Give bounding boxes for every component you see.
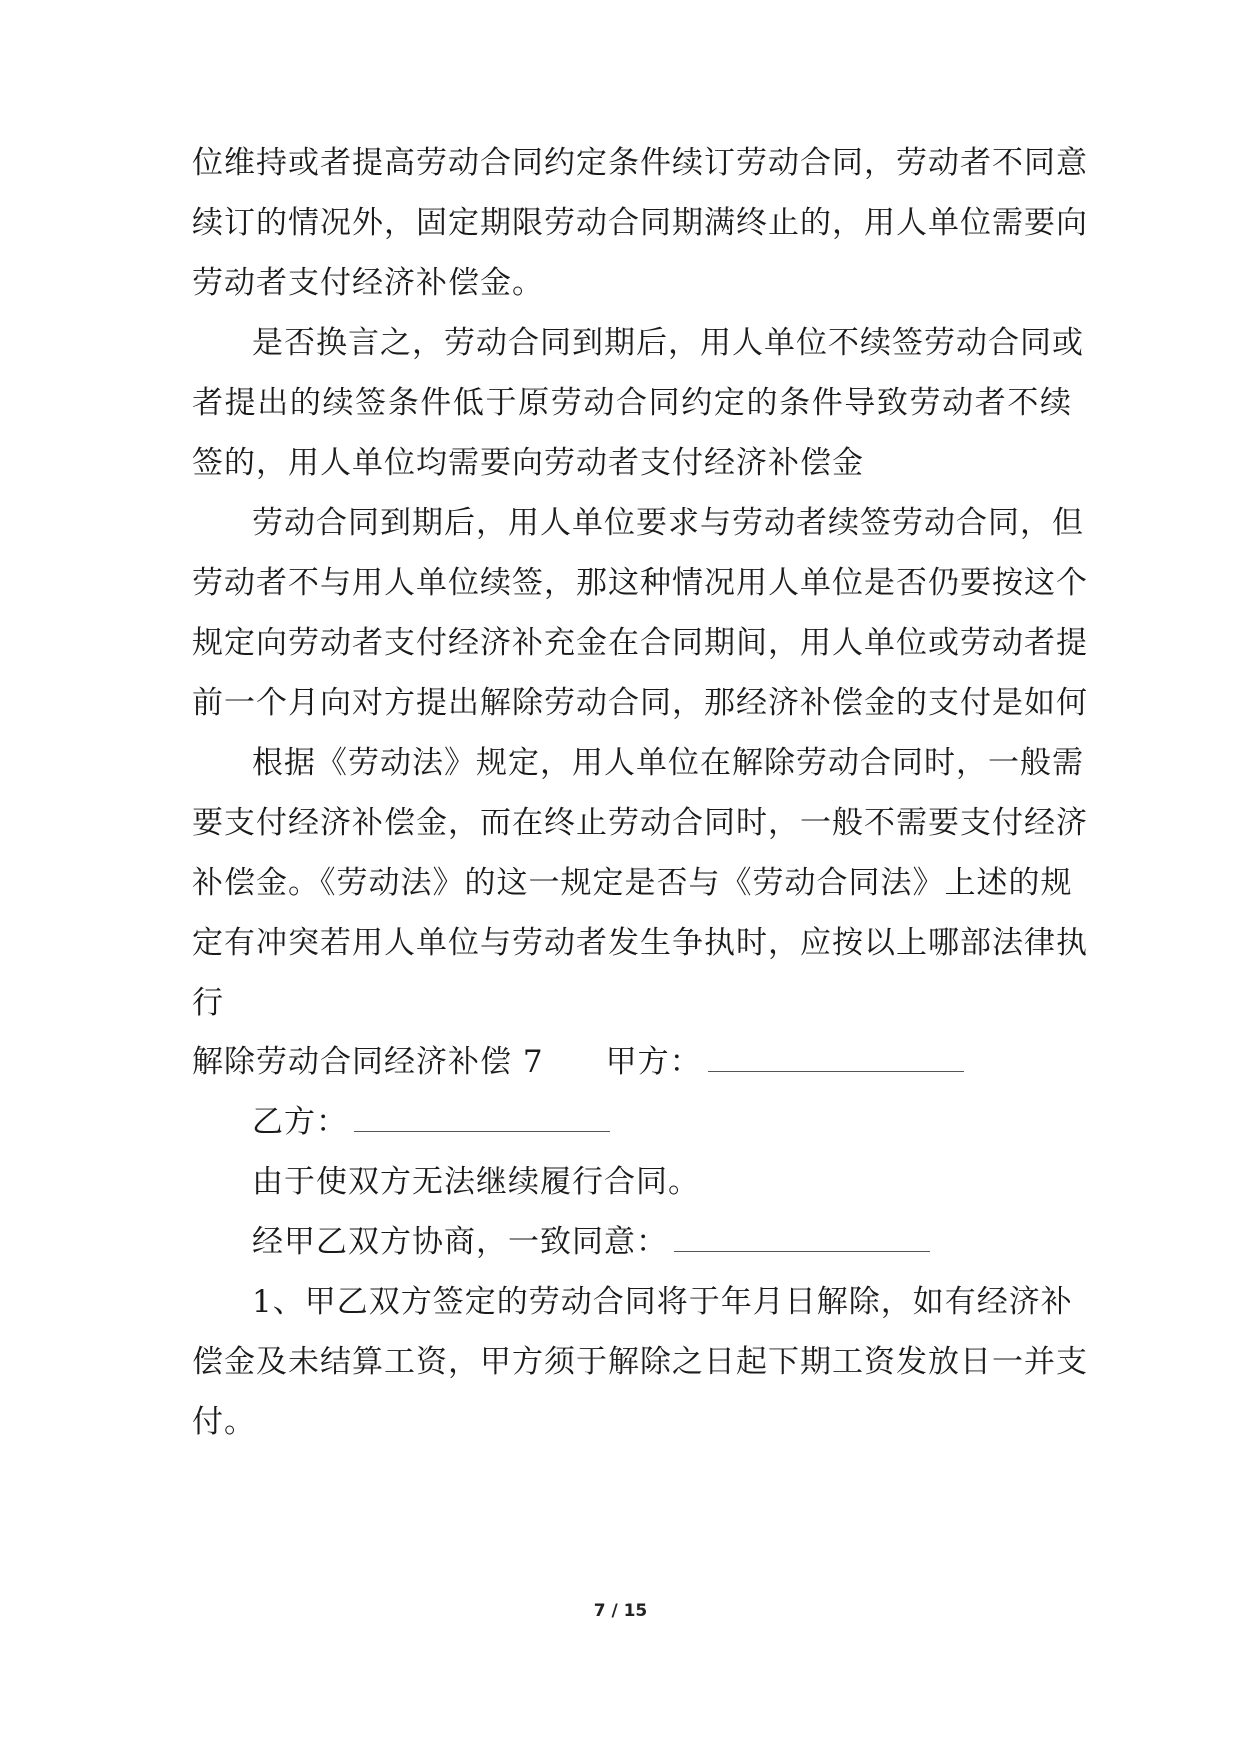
clause-line: 1、甲乙双方签定的劳动合同将于年月日解除，如有经济补 xyxy=(252,1284,1073,1320)
body-line: 规定向劳动者支付经济补充金在合同期间，用人单位或劳动者提 xyxy=(192,625,1088,661)
agreement-label: 经甲乙双方协商，一致同意： xyxy=(252,1224,668,1260)
clause-line: 偿金及未结算工资，甲方须于解除之日起下期工资发放日一并支 xyxy=(192,1344,1088,1380)
body-line: 劳动者不与用人单位续签，那这种情况用人单位是否仍要按这个 xyxy=(192,565,1088,601)
clause-line: 付。 xyxy=(192,1404,256,1440)
body-line: 签的，用人单位均需要向劳动者支付经济补偿金 xyxy=(192,445,864,481)
agreement-line xyxy=(252,1222,1072,1262)
body-line: 根据《劳动法》规定，用人单位在解除劳动合同时，一般需 xyxy=(252,745,1084,781)
party-a-label: 甲方： xyxy=(605,1044,702,1080)
body-line: 是否换言之，劳动合同到期后，用人单位不续签劳动合同或 xyxy=(252,325,1084,361)
body-line: 定有冲突若用人单位与劳动者发生争执时，应按以上哪部法律执 xyxy=(192,925,1088,961)
body-line: 位维持或者提高劳动合同约定条件续订劳动合同，劳动者不同意 xyxy=(192,145,1088,181)
body-line: 前一个月向对方提出解除劳动合同，那经济补偿金的支付是如何 xyxy=(192,685,1088,721)
contract-title-line xyxy=(192,1042,1072,1082)
body-line: 要支付经济补偿金，而在终止劳动合同时，一般不需要支付经济 xyxy=(192,805,1088,841)
party-b-label: 乙方： xyxy=(252,1104,348,1140)
body-line: 劳动者支付经济补偿金。 xyxy=(192,265,544,301)
party-b-line xyxy=(252,1102,1072,1142)
party-b-blank xyxy=(354,1103,610,1132)
party-a-blank xyxy=(708,1043,964,1072)
body-line: 补偿金。《劳动法》的这一规定是否与《劳动合同法》上述的规 xyxy=(192,865,1073,901)
body-line: 劳动合同到期后，用人单位要求与劳动者续签劳动合同，但 xyxy=(252,505,1084,541)
page-number: 7 / 15 xyxy=(593,1601,648,1621)
agreement-blank xyxy=(674,1223,930,1252)
body-line: 续订的情况外，固定期限劳动合同期满终止的，用人单位需要向 xyxy=(192,205,1088,241)
body-line: 者提出的续签条件低于原劳动合同约定的条件导致劳动者不续 xyxy=(192,385,1072,421)
reason-line: 由于使双方无法继续履行合同。 xyxy=(252,1164,700,1200)
body-line: 行 xyxy=(192,985,224,1021)
contract-title: 解除劳动合同经济补偿 7 xyxy=(192,1044,544,1080)
